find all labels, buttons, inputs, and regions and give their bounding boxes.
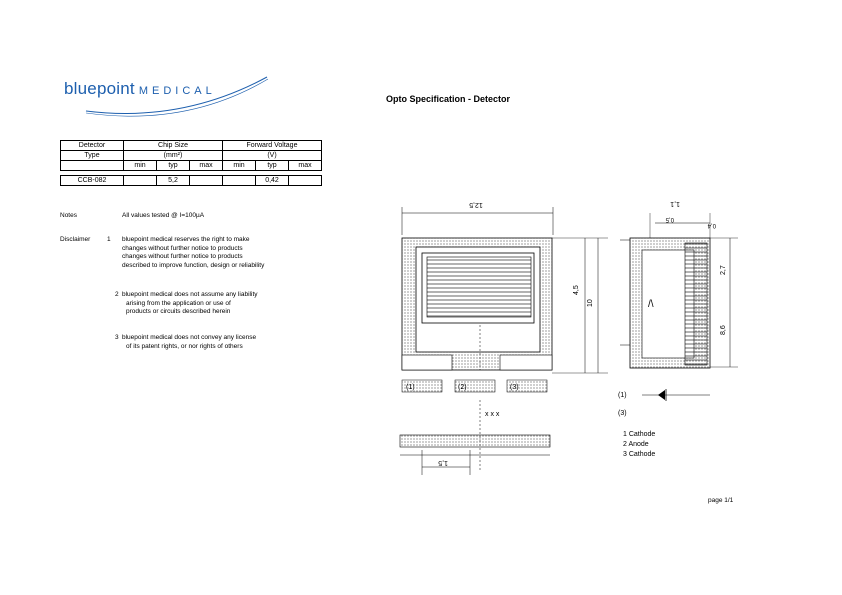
cell-fv-min: [223, 176, 256, 186]
pins-row: [402, 380, 547, 392]
cell-chip-min: [124, 176, 157, 186]
dim-right-r-label: 0,4: [707, 222, 716, 228]
dim-h2-label: 10: [587, 299, 594, 307]
cell-fv-max: [289, 176, 322, 186]
side-view-mark: /\: [648, 299, 654, 310]
logo-text: [64, 79, 216, 99]
header-forward-voltage: Forward Voltage: [223, 141, 322, 151]
section-label: x x x: [485, 411, 500, 418]
notes-label: Notes: [60, 212, 77, 219]
cell-fv-typ: 0,42: [256, 176, 289, 186]
dim-right-v2-label: 8,6: [720, 325, 727, 335]
header-chip-min: min: [124, 161, 157, 171]
cell-chip-max: [190, 176, 223, 186]
disclaimer-label: Disclaimer: [60, 236, 91, 243]
spec-table: [60, 140, 322, 186]
disclaimer-line: of its patent rights, or nor rights of others: [126, 342, 243, 350]
pin-3-label: (3): [510, 384, 519, 391]
legend-item: 2 Anode: [623, 441, 649, 448]
header-empty: [61, 161, 124, 171]
disclaimer-line: bluepoint medical does not convey any license: [122, 334, 257, 341]
diode-symbol-icon: [618, 389, 710, 417]
disclaimer-line: changes without further notice to products: [122, 244, 243, 252]
disclaimer-item-2: [122, 291, 258, 317]
dim-h1-label: 4,5: [573, 285, 580, 295]
logo-name: bluepoint: [64, 79, 135, 98]
legend-item: 3 Cathode: [623, 451, 656, 458]
header-fv-unit: (V): [223, 151, 322, 161]
side-view: [620, 200, 738, 368]
dim-right-top-label: 1,1: [670, 200, 680, 207]
disclaimer-num-2: 2: [115, 291, 119, 298]
disclaimer-num-3: 3: [115, 334, 119, 341]
header-detector: Detector: [61, 141, 124, 151]
disclaimer-line: described to improve function, design or reliability: [122, 261, 265, 269]
header-chip-size: Chip Size: [124, 141, 223, 151]
disclaimer-line: changes without further notice to products: [122, 253, 243, 261]
logo-suffix: MEDICAL: [138, 85, 216, 97]
technical-drawing: [380, 195, 740, 480]
dim-right-mid-label: 0,5: [665, 216, 674, 222]
header-fv-typ: typ: [256, 161, 289, 171]
company-logo: [62, 75, 272, 123]
cell-chip-typ: 5,2: [157, 176, 190, 186]
dim-height: [552, 238, 608, 373]
disclaimer-item-1: [122, 236, 264, 270]
header-chip-max: max: [190, 161, 223, 171]
header-fv-min: min: [223, 161, 256, 171]
disclaimer-line: bluepoint medical reserves the right to make: [122, 236, 250, 243]
symbol-label-1: (1): [618, 392, 627, 399]
disclaimer-line: bluepoint medical does not assume any liability: [122, 291, 258, 298]
disclaimer-line: products or circuits described herein: [126, 308, 231, 316]
page-title: Opto Specification - Detector: [386, 94, 511, 104]
header-chip-unit: (mm²): [124, 151, 223, 161]
header-fv-max: max: [289, 161, 322, 171]
section-view: [400, 400, 550, 475]
dim-right-v1-label: 2,7: [720, 265, 727, 275]
disclaimer-line: arising from the application or use of: [126, 299, 231, 307]
pin-legend: [623, 431, 655, 458]
legend-item: 1 Cathode: [623, 431, 656, 438]
header-chip-typ: typ: [157, 161, 190, 171]
dim-top-label: 12,5: [469, 201, 483, 208]
symbol-label-3: (3): [618, 410, 627, 417]
cell-type: CCB-082: [61, 176, 124, 186]
pin-2-label: (2): [458, 384, 467, 391]
notes-text: All values tested @ I=100µA: [122, 212, 205, 219]
table-row: [61, 176, 322, 186]
pin-1-label: (1): [406, 384, 415, 391]
bottom-dim-label: 1,5: [438, 459, 448, 466]
front-view: [402, 238, 552, 370]
header-type: Type: [61, 151, 124, 161]
disclaimer-num-1: 1: [107, 236, 111, 243]
dim-top: [402, 201, 553, 235]
disclaimer-item-3: [122, 334, 256, 351]
page-number: page 1/1: [708, 497, 734, 504]
